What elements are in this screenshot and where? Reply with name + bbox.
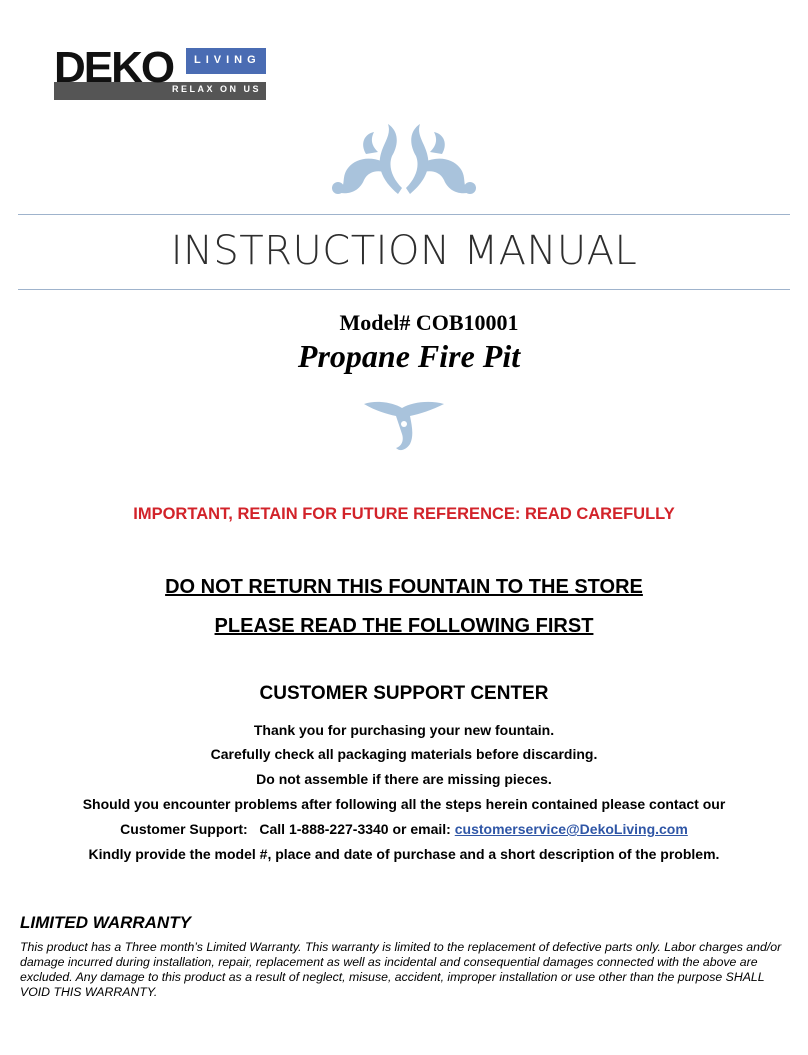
manual-title: INSTRUCTION MANUAL — [170, 228, 638, 274]
divider-bottom — [18, 289, 790, 290]
floral-ornament-top — [326, 114, 482, 200]
floral-ornament-small — [362, 398, 446, 454]
brand-logo — [54, 43, 266, 102]
support-line-missing: Do not assemble if there are missing pieces. — [256, 771, 552, 787]
model-number: Model# COB10001 — [339, 310, 519, 335]
support-email-link[interactable]: customerservice@DekoLiving.com — [454, 821, 688, 837]
warranty-text: This product has a Three month’s Limited Warranty. This warranty is limited to the replacement of defective parts only. Labor charges and/or damage incurred during installation, repair, replacement as well as incidental and consequential damages connected with the above are excluded. Any damage to this product as a result of neglect, misuse, accident, improper installation or use other than the purpose SHALL VOID THIS WARRANTY. — [20, 940, 782, 999]
logo-slogan: RELAX ON US — [172, 84, 262, 94]
important-notice: IMPORTANT, RETAIN FOR FUTURE REFERENCE: READ CAREFULLY — [133, 505, 675, 523]
read-first-notice: PLEASE READ THE FOLLOWING FIRST — [214, 615, 594, 637]
warranty-title: LIMITED WARRANTY — [20, 913, 191, 932]
do-not-return-notice: DO NOT RETURN THIS FOUNTAIN TO THE STORE — [165, 576, 643, 598]
logo-tag: LIVING — [194, 54, 261, 66]
support-phone-text: Customer Support: Call 1-888-227-3340 or email: — [120, 821, 455, 837]
support-line-problems: Should you encounter problems after following all the steps herein contained please contact our — [82, 796, 726, 812]
logo-brand: DEKO — [54, 43, 174, 92]
support-line-packaging: Carefully check all packaging materials before discarding. — [210, 746, 598, 762]
divider-top — [18, 214, 790, 215]
support-line-thanks: Thank you for purchasing your new fountain. — [253, 722, 555, 738]
support-line-contact — [0, 821, 808, 837]
support-title: CUSTOMER SUPPORT CENTER — [259, 683, 549, 704]
product-name: Propane Fire Pit — [297, 338, 521, 374]
support-line-details: Kindly provide the model #, place and date of purchase and a short description of the problem. — [88, 846, 720, 862]
